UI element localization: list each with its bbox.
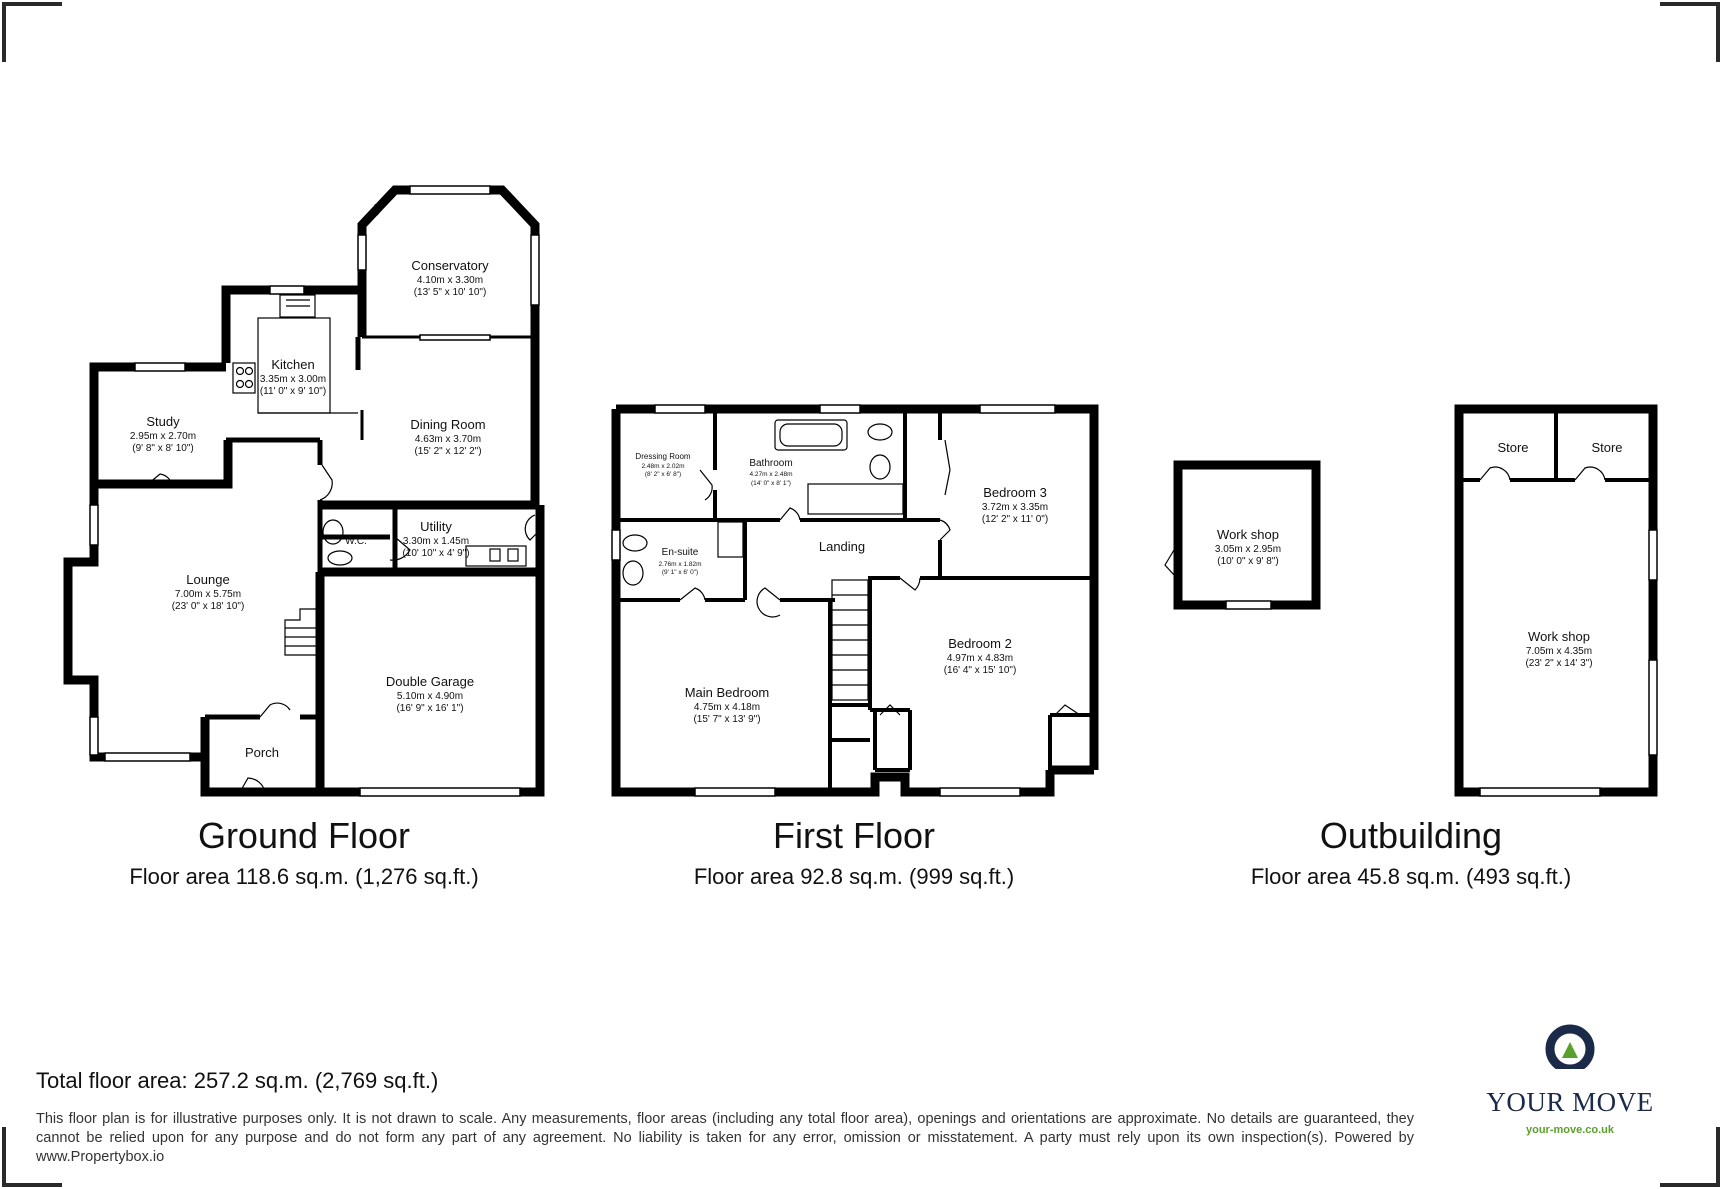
kitchen-metric: 3.35m x 3.00m [259, 374, 327, 385]
ensuite-imperial: (9' 1" x 6' 0") [661, 569, 699, 576]
bedroom2-imperial: (16' 4" x 15' 10") [943, 665, 1017, 676]
large-workshop-metric: 7.05m x 4.35m [1525, 646, 1593, 657]
logo-brand-text: YOUR MOVE [1486, 1087, 1654, 1117]
small-workshop-imperial: (10' 0" x 9' 8") [1217, 556, 1279, 567]
outbuilding-area: Floor area 45.8 sq.m. (493 sq.ft.) [1250, 864, 1572, 889]
kitchen-label: Kitchen [271, 357, 315, 372]
first-floor-title: First Floor [773, 815, 935, 856]
lounge-label: Lounge [186, 572, 230, 587]
garage-metric: 5.10m x 4.90m [396, 691, 464, 702]
outbuilding-title: Outbuilding [1319, 815, 1503, 856]
ground-floor-area: Floor area 118.6 sq.m. (1,276 sq.ft.) [129, 864, 479, 889]
store-1-label: Store [1497, 440, 1529, 455]
large-workshop-label: Work shop [1528, 629, 1590, 644]
dressing-room-metric: 2.48m x 2.02m [641, 463, 685, 470]
bedroom3-imperial: (12' 2" x 11' 0") [981, 514, 1049, 525]
wc-label: W.C. [345, 536, 367, 547]
garage-imperial: (16' 9" x 16' 1") [396, 703, 464, 714]
bathroom-imperial: (14' 0" x 8' 1") [751, 480, 791, 487]
conservatory-metric: 4.10m x 3.30m [416, 275, 484, 286]
first-floor-area: Floor area 92.8 sq.m. (999 sq.ft.) [693, 864, 1015, 889]
lounge-outer-wall [68, 484, 205, 757]
bathroom-label: Bathroom [749, 458, 793, 469]
conservatory-imperial: (13' 5" x 10' 10") [413, 287, 487, 298]
study-imperial: (9' 8" x 8' 10") [132, 443, 194, 454]
small-workshop-label: Work shop [1217, 527, 1279, 542]
porch-label: Porch [245, 745, 279, 760]
bathroom-metric: 4.27m x 2.48m [749, 471, 793, 478]
outbuilding-plan [1165, 409, 1657, 796]
dining-label: Dining Room [410, 417, 486, 432]
study-label: Study [146, 414, 180, 429]
ensuite-label: En-suite [661, 547, 699, 558]
kitchen-imperial: (11' 0" x 9' 10") [259, 386, 327, 397]
lounge-imperial: (23' 0" x 18' 10") [171, 601, 245, 612]
dining-metric: 4.63m x 3.70m [414, 434, 482, 445]
your-move-logo [1480, 1024, 1660, 1136]
utility-label: Utility [420, 519, 452, 534]
garage-label: Double Garage [385, 674, 475, 689]
total-floor-area: Total floor area: 257.2 sq.m. (2,769 sq.ft.) [36, 1068, 439, 1093]
dining-imperial: (15' 2" x 12' 2") [414, 446, 482, 457]
location-pin-icon [1540, 1024, 1600, 1080]
bedroom2-metric: 4.97m x 4.83m [946, 653, 1014, 664]
ensuite-metric: 2.76m x 1.82m [658, 561, 702, 568]
main-bedroom-metric: 4.75m x 4.18m [693, 702, 761, 713]
disclaimer-text: This floor plan is for illustrative purposes only. It is not drawn to scale. Any measurements, floor areas (including any total floor area), openings and orientations are approximate. No details are guaranteed, they cannot be relied upon for any purpose and do not form any part of any agreement. No liability is taken for any error, omission or misstatement. A party must rely upon its own inspection(s). Powered by www.Propertybox.io [36, 1111, 1414, 1165]
ground-floor-title: Ground Floor [197, 815, 411, 856]
store-2-label: Store [1591, 440, 1623, 455]
logo-url-text: your-move.co.uk [1525, 1124, 1615, 1136]
utility-imperial: (10' 10" x 4' 9") [402, 548, 470, 559]
large-workshop-imperial: (23' 2" x 14' 3") [1525, 658, 1593, 669]
bedroom3-label: Bedroom 3 [983, 485, 1047, 500]
kitchen-wall [226, 290, 362, 363]
study-metric: 2.95m x 2.70m [129, 431, 197, 442]
landing-label: Landing [818, 539, 866, 554]
utility-metric: 3.30m x 1.45m [402, 536, 470, 547]
bedroom2-label: Bedroom 2 [948, 636, 1012, 651]
lounge-metric: 7.00m x 5.75m [174, 589, 242, 600]
bedroom3-metric: 3.72m x 3.35m [981, 502, 1049, 513]
main-bedroom-imperial: (15' 7" x 13' 9") [693, 714, 761, 725]
dressing-room-imperial: (8' 2" x 6' 8") [644, 471, 682, 478]
main-bedroom-label: Main Bedroom [684, 685, 770, 700]
dressing-room-label: Dressing Room [635, 452, 691, 461]
small-workshop-metric: 3.05m x 2.95m [1214, 544, 1282, 555]
conservatory-label: Conservatory [411, 258, 489, 273]
